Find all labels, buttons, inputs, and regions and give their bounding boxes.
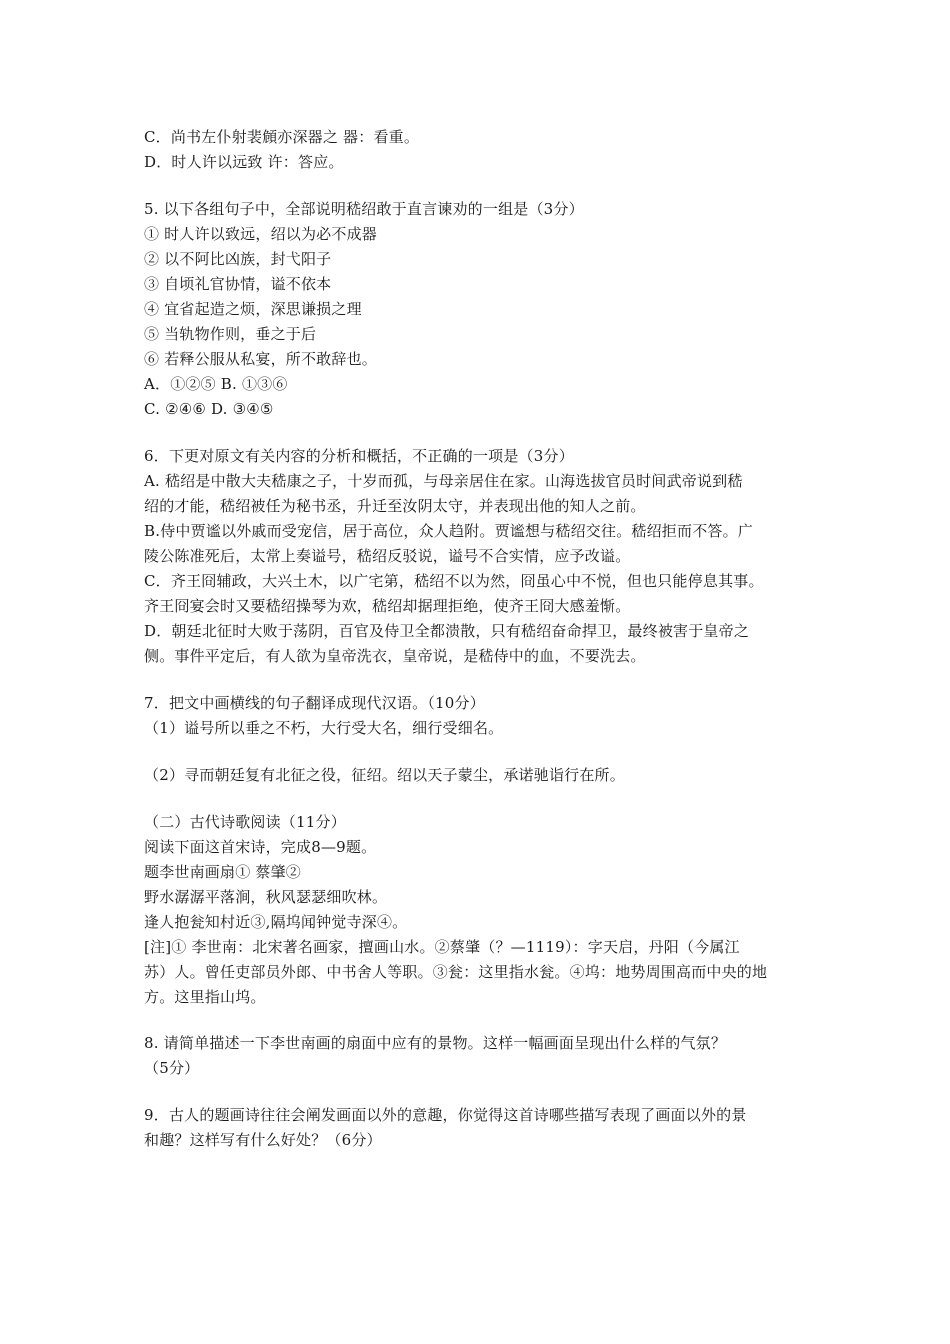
poem-line-2: 逢人抱瓮知村近③,隔坞闻钟觉寺深④。 (144, 913, 408, 931)
section2-heading: （二）古代诗歌阅读（11分） (144, 813, 346, 831)
q5-item-1: ① 时人许以致远，绍以为必不成器 (144, 225, 377, 243)
q6-line: C．齐王冏辅政，大兴土木，以广宅第，嵇绍不以为然，冏虽心中不悦，但也只能停息其事。 (144, 572, 764, 590)
q6-line: B.侍中贾谧以外戚而受宠信，居于高位，众人趋附。贾谧想与嵇绍交往。嵇绍拒而不答。广 (144, 522, 753, 540)
q6-line: 侧。事件平定后，有人欲为皇帝洗衣，皇帝说，是嵇侍中的血，不要洗去。 (144, 647, 646, 665)
q7-sentence-2: （2）寻而朝廷复有北征之役，征绍。绍以天子蒙尘，承诺驰诣行在所。 (144, 766, 625, 784)
q4-option-c: C．尚书左仆射裴頠亦深器之 器：看重。 (144, 128, 420, 146)
q4-option-d: D．时人许以远致 许：答应。 (144, 153, 344, 171)
q6-line: 绍的才能，嵇绍被任为秘书丞，升迁至汝阴太守，并表现出他的知人之前。 (144, 497, 646, 515)
q5-item-5: ⑤ 当轨物作则，垂之于后 (144, 325, 317, 343)
q6-line: 齐王冏宴会时又要嵇绍操琴为欢，嵇绍却据理拒绝，使齐王冏大感羞惭。 (144, 597, 631, 615)
q6-stem: 6．下更对原文有关内容的分析和概括，不正确的一项是（3分） (144, 447, 574, 465)
q5-choices-ab: A．①②⑤ B. ①③⑥ (144, 375, 288, 393)
q5-choices-cd: C. ②④⑥ D. ③④⑤ (144, 400, 274, 418)
q8-line-2: （5分） (144, 1059, 200, 1077)
q5-item-2: ② 以不阿比凶族，封弋阳子 (144, 250, 332, 268)
q5-stem: 5. 以下各组句子中，全部说明嵇绍敢于直言谏劝的一组是（3分） (144, 200, 584, 218)
q6-line: A. 嵇绍是中散大夫嵇康之子，十岁而孤，与母亲居住在家。山海选拔官员时间武帝说到嵇 (144, 472, 743, 490)
q6-line: D．朝廷北征时大败于荡阴，百官及侍卫全都溃散，只有嵇绍奋命捍卫，最终被害于皇帝之 (144, 622, 750, 640)
q5-item-4: ④ 宜省起造之烦，深思谦损之理 (144, 300, 362, 318)
q6-line: 陵公陈准死后，太常上奏谥号，嵇绍反驳说，谥号不合实情，应予改谥。 (144, 547, 631, 565)
poem-note: 苏）人。曾任吏部员外郎、中书舍人等职。③瓮：这里指水瓮。④坞：地势周围高而中央的地 (144, 963, 768, 981)
q5-item-6: ⑥ 若释公服从私宴，所不敢辞也。 (144, 350, 377, 368)
section2-instruction: 阅读下面这首宋诗，完成8—9题。 (144, 838, 377, 856)
q5-item-3: ③ 自顷礼官协情，谥不依本 (144, 275, 332, 293)
poem-title: 题李世南画扇① 蔡肇② (144, 863, 301, 881)
poem-note: [注]① 李世南：北宋著名画家，擅画山水。②蔡肇（？—1119）：字天启，丹阳（今属江 (144, 938, 740, 956)
q9-line-2: 和趣？这样写有什么好处？（6分） (144, 1131, 382, 1149)
q7-sentence-1: （1）谥号所以垂之不朽，大行受大名，细行受细名。 (144, 719, 504, 737)
poem-line-1: 野水潺潺平落涧，秋风瑟瑟细吹林。 (144, 888, 388, 906)
q9-line-1: 9．古人的题画诗往往会阐发画面以外的意趣，你觉得这首诗哪些描写表现了画面以外的景 (144, 1106, 747, 1124)
poem-note: 方。这里指山坞。 (144, 988, 266, 1006)
q8-line-1: 8. 请简单描述一下李世南画的扇面中应有的景物。这样一幅画面呈现出什么样的气氛？ (144, 1034, 727, 1052)
q7-stem: 7．把文中画横线的句子翻译成现代汉语。（10分） (144, 694, 485, 712)
